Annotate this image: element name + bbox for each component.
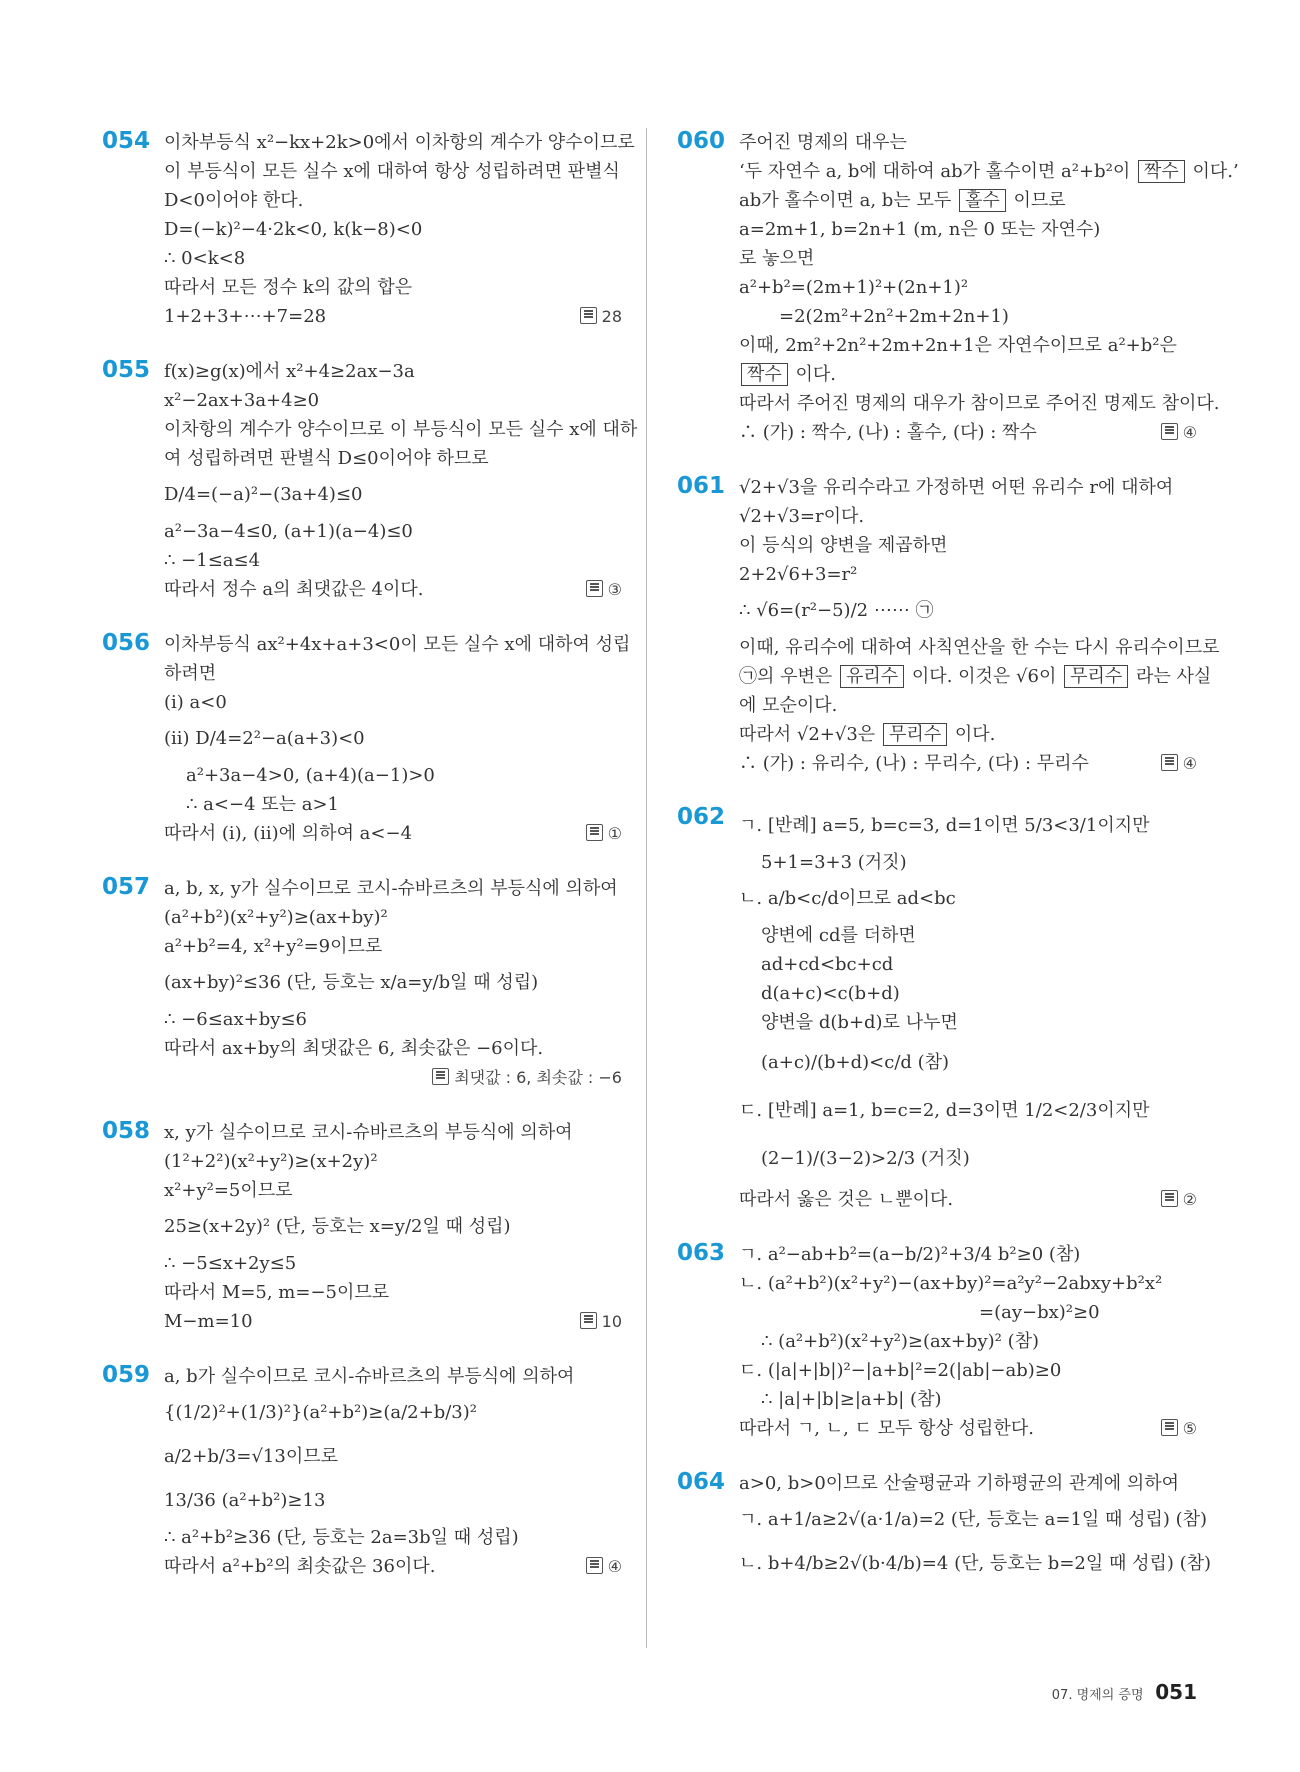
problem-054 (102, 128, 635, 331)
problem-number: 064 (677, 1469, 726, 1495)
answer-value: ④ (1182, 754, 1197, 773)
solution-line: a²+3a−4>0, (a+4)(a−1)>0 (186, 765, 435, 786)
blank-box: 무리수 (1064, 665, 1128, 688)
solution-line: (1²+2²)(x²+y²)≥(x+2y)² (164, 1151, 378, 1172)
solution-line: 주어진 명제의 대우는 (739, 132, 907, 153)
solution-line: ∴ (가) : 유리수, (나) : 무리수, (다) : 무리수 (739, 753, 1089, 774)
answer (580, 302, 622, 331)
problem-number: 056 (102, 630, 151, 656)
problem-057 (102, 874, 622, 1092)
solution-line: x²−2ax+3a+4≥0 (164, 390, 320, 411)
problem-number: 063 (677, 1240, 726, 1266)
solution-line: √2+√3=r이다. (739, 506, 865, 527)
solution-line: a²+b²=(2m+1)²+(2n+1)² (739, 277, 969, 298)
solution-line: ∴ 0<k<8 (164, 248, 246, 269)
answer-row (164, 1552, 622, 1581)
answer (586, 819, 622, 848)
problem-064 (677, 1469, 1212, 1586)
solution-line: 짝수 이다. (739, 360, 1197, 389)
answer-icon (432, 1068, 449, 1085)
answer-row (739, 1185, 1197, 1214)
solution-line: 5+1=3+3 (거짓) (761, 852, 907, 873)
solution-line: 에 모순이다. (739, 695, 838, 716)
solution-line: =2(2m²+2n²+2m+2n+1) (779, 306, 1009, 327)
solution-line: 이차부등식 x²−kx+2k>0에서 이차항의 계수가 양수이므로 (164, 132, 635, 153)
column-divider (646, 128, 647, 1648)
answer (586, 1552, 622, 1581)
answer-row (739, 418, 1197, 447)
problem-061 (677, 473, 1220, 778)
problem-number: 055 (102, 357, 151, 383)
problem-number: 059 (102, 1362, 151, 1388)
solution-line: ㄴ. b+4/b≥2√(b·4/b)=4 (단, 등호는 b=2일 때 성립) (참) (739, 1553, 1212, 1574)
solution-line: a²+b²=4, x²+y²=9이므로 (164, 936, 383, 957)
solution-line: 따라서 a²+b²의 최솟값은 36이다. (164, 1556, 436, 1577)
solution-line: 따라서 주어진 명제의 대우가 참이므로 주어진 명제도 참이다. (739, 393, 1220, 414)
solution-line: ㄱ. a+1/a≥2√(a·1/a)=2 (단, 등호는 a=1일 때 성립) (참) (739, 1509, 1208, 1530)
answer-icon (1161, 1190, 1178, 1207)
solution-line: 13/36 (a²+b²)≥13 (164, 1490, 326, 1511)
solution-line: 2+2√6+3=r² (739, 564, 858, 585)
problem-063 (677, 1240, 1197, 1443)
solution-line: a/2+b/3=√13이므로 (164, 1446, 338, 1467)
answer-row (164, 575, 622, 604)
solution-line: 이 부등식이 모든 실수 x에 대하여 항상 성립하려면 판별식 (164, 161, 620, 182)
solution-line: 양변에 cd를 더하면 (761, 925, 916, 946)
solution-line: a²−3a−4≤0, (a+1)(a−4)≤0 (164, 521, 413, 542)
solution-line: (2−1)/(3−2)>2/3 (거짓) (761, 1148, 970, 1169)
solution-line: ㄷ. (|a|+|b|)²−|a+b|²=2(|ab|−ab)≥0 (739, 1360, 1062, 1381)
problem-number: 057 (102, 874, 151, 900)
solution-line: D/4=(−a)²−(3a+4)≤0 (164, 484, 363, 505)
problem-058 (102, 1118, 622, 1336)
solution-line: 이때, 유리수에 대하여 사칙연산을 한 수는 다시 유리수이므로 (739, 637, 1220, 658)
blank-box: 짝수 (1138, 160, 1185, 183)
problem-062 (677, 804, 1197, 1214)
solution-line: 따라서 (i), (ii)에 의하여 a<−4 (164, 823, 413, 844)
solution-line: 하려면 (164, 663, 217, 684)
solution-line: 이차항의 계수가 양수이므로 이 부등식이 모든 실수 x에 대하 (164, 419, 638, 440)
left-column (102, 128, 638, 1581)
solution-line: ∴ a<−4 또는 a>1 (186, 794, 340, 815)
solution-line: ∴ (가) : 짝수, (나) : 홀수, (다) : 짝수 (739, 422, 1037, 443)
solution-line: a, b가 실수이므로 코시-슈바르츠의 부등식에 의하여 (164, 1366, 575, 1387)
solution-line: 양변을 d(b+d)로 나누면 (761, 1012, 958, 1033)
solution-line: 이때, 2m²+2n²+2m+2n+1은 자연수이므로 a²+b²은 (739, 335, 1177, 356)
page-number: 051 (1155, 1680, 1197, 1704)
solution-line: M−m=10 (164, 1311, 253, 1332)
solution-line: 따라서 모든 정수 k의 값의 합은 (164, 277, 413, 298)
problem-number: 062 (677, 804, 726, 830)
solution-line: ㉠의 우변은 유리수 이다. 이것은 √6이 무리수 라는 사실 (739, 666, 1212, 687)
blank-box: 짝수 (741, 363, 788, 386)
answer-value: 최댓값 : 6, 최솟값 : −6 (454, 1068, 622, 1087)
solution-line: (ax+by)²≤36 (단, 등호는 x/a=y/b일 때 성립) (164, 972, 539, 993)
answer (1161, 1414, 1197, 1443)
answer-value: ① (607, 824, 622, 843)
problem-number: 058 (102, 1118, 151, 1144)
right-column (677, 128, 1239, 1586)
answer-icon (580, 307, 597, 324)
answer-value: ④ (607, 1557, 622, 1576)
solution-line: ad+cd<bc+cd (761, 954, 894, 975)
solution-line: x, y가 실수이므로 코시-슈바르츠의 부등식에 의하여 (164, 1122, 573, 1143)
answer (1161, 749, 1197, 778)
blank-box: 무리수 (883, 723, 947, 746)
solution-line: D<0이어야 한다. (164, 190, 304, 211)
solution-line: 따라서 정수 a의 최댓값은 4이다. (164, 579, 424, 600)
answer-row (164, 302, 622, 331)
problem-number: 054 (102, 128, 151, 154)
answer-row (739, 1414, 1197, 1443)
problem-060 (677, 128, 1239, 447)
answer-icon (580, 1312, 597, 1329)
solution-line: ∴ a²+b²≥36 (단, 등호는 2a=3b일 때 성립) (164, 1527, 519, 1548)
problem-059 (102, 1362, 622, 1581)
solution-line: (a²+b²)(x²+y²)≥(ax+by)² (164, 907, 388, 928)
solution-line: 1+2+3+⋯+7=28 (164, 306, 327, 327)
solution-line: ∴ (a²+b²)(x²+y²)≥(ax+by)² (참) (761, 1331, 1040, 1352)
solution-line: √2+√3을 유리수라고 가정하면 어떤 유리수 r에 대하여 (739, 477, 1174, 498)
solution-line: 따라서 M=5, m=−5이므로 (164, 1282, 390, 1303)
problem-055 (102, 357, 638, 604)
answer-value: ④ (1182, 423, 1197, 442)
solution-line: ∴ |a|+|b|≥|a+b| (참) (761, 1389, 942, 1410)
solution-line: ∴ −6≤ax+by≤6 (164, 1009, 307, 1030)
problem-056 (102, 630, 631, 848)
solution-line: ∴ √6=(r²−5)/2 ⋯⋯ ㉠ (739, 600, 934, 621)
solution-line: {(1/2)²+(1/3)²}(a²+b²)≥(a/2+b/3)² (164, 1402, 477, 1423)
answer-value: ③ (607, 580, 622, 599)
solution-line: a>0, b>0이므로 산술평균과 기하평균의 관계에 의하여 (739, 1473, 1180, 1494)
answer-value: 10 (601, 1312, 622, 1331)
answer-icon (586, 580, 603, 597)
answer (432, 1063, 622, 1092)
problem-number: 061 (677, 473, 726, 499)
blank-box: 홀수 (959, 189, 1006, 212)
solution-line: (ii) D/4=2²−a(a+3)<0 (164, 728, 365, 749)
answer-icon (1161, 1419, 1178, 1436)
solution-line: d(a+c)<c(b+d) (761, 983, 900, 1004)
solution-line: 로 놓으면 (739, 248, 815, 269)
solution-line: (i) a<0 (164, 692, 227, 713)
solution-line: 따라서 옳은 것은 ㄴ뿐이다. (739, 1189, 954, 1210)
chapter-label: 07. 명제의 증명 (1051, 1688, 1144, 1703)
page-footer (1052, 1680, 1197, 1704)
solution-line: ∴ −1≤a≤4 (164, 550, 261, 571)
answer (1161, 418, 1197, 447)
solution-line: ∴ −5≤x+2y≤5 (164, 1253, 297, 1274)
problem-number: 060 (677, 128, 726, 154)
answer-row (739, 749, 1197, 778)
solution-line: ab가 홀수이면 a, b는 모두 홀수 이므로 (739, 190, 1066, 211)
solution-line: 25≥(x+2y)² (단, 등호는 x=y/2일 때 성립) (164, 1216, 511, 1237)
solution-line: x²+y²=5이므로 (164, 1180, 293, 1201)
solution-line: 따라서 √2+√3은 무리수 이다. (739, 724, 996, 745)
answer (586, 575, 622, 604)
solution-line: ㄴ. a/b<c/d이므로 ad<bc (739, 888, 956, 909)
blank-box: 유리수 (840, 665, 904, 688)
answer-icon (586, 1557, 603, 1574)
solution-line: 따라서 ㄱ, ㄴ, ㄷ 모두 항상 성립한다. (739, 1418, 1034, 1439)
answer-row (164, 1307, 622, 1336)
solution-line: ㄴ. (a²+b²)(x²+y²)−(ax+by)²=a²y²−2abxy+b²x² (739, 1273, 1163, 1294)
solution-line: 이차부등식 ax²+4x+a+3<0이 모든 실수 x에 대하여 성립 (164, 634, 631, 655)
solution-line: ㄷ. [반례] a=1, b=c=2, d=3이면 1/2<2/3이지만 (739, 1100, 1150, 1121)
solution-line: 이 등식의 양변을 제곱하면 (739, 535, 948, 556)
solution-line: 따라서 ax+by의 최댓값은 6, 최솟값은 −6이다. (164, 1038, 544, 1059)
answer (580, 1307, 622, 1336)
solution-line: a, b, x, y가 실수이므로 코시-슈바르츠의 부등식에 의하여 (164, 878, 618, 899)
solution-line: ㄱ. [반례] a=5, b=c=3, d=1이면 5/3<3/1이지만 (739, 815, 1150, 836)
solution-line: 여 성립하려면 판별식 D≤0이어야 하므로 (164, 448, 489, 469)
answer-value: 28 (601, 307, 622, 326)
solution-line: =(ay−bx)²≥0 (979, 1302, 1100, 1323)
answer (1161, 1185, 1197, 1214)
solution-line: D=(−k)²−4·2k<0, k(k−8)<0 (164, 219, 423, 240)
answer-icon (1161, 423, 1178, 440)
solution-line: ‘두 자연수 a, b에 대하여 ab가 홀수이면 a²+b²이 짝수 이다.’ (739, 161, 1239, 182)
answer-row (164, 819, 622, 848)
answer-value: ⑤ (1182, 1419, 1197, 1438)
answer-row (164, 1063, 622, 1092)
solution-line: (a+c)/(b+d)<c/d (참) (761, 1052, 950, 1073)
solution-line: ㄱ. a²−ab+b²=(a−b/2)²+3/4 b²≥0 (참) (739, 1244, 1081, 1265)
answer-icon (586, 824, 603, 841)
answer-icon (1161, 754, 1178, 771)
answer-value: ② (1182, 1190, 1197, 1209)
solution-line: f(x)≥g(x)에서 x²+4≥2ax−3a (164, 361, 415, 382)
solution-line: a=2m+1, b=2n+1 (m, n은 0 또는 자연수) (739, 219, 1101, 240)
